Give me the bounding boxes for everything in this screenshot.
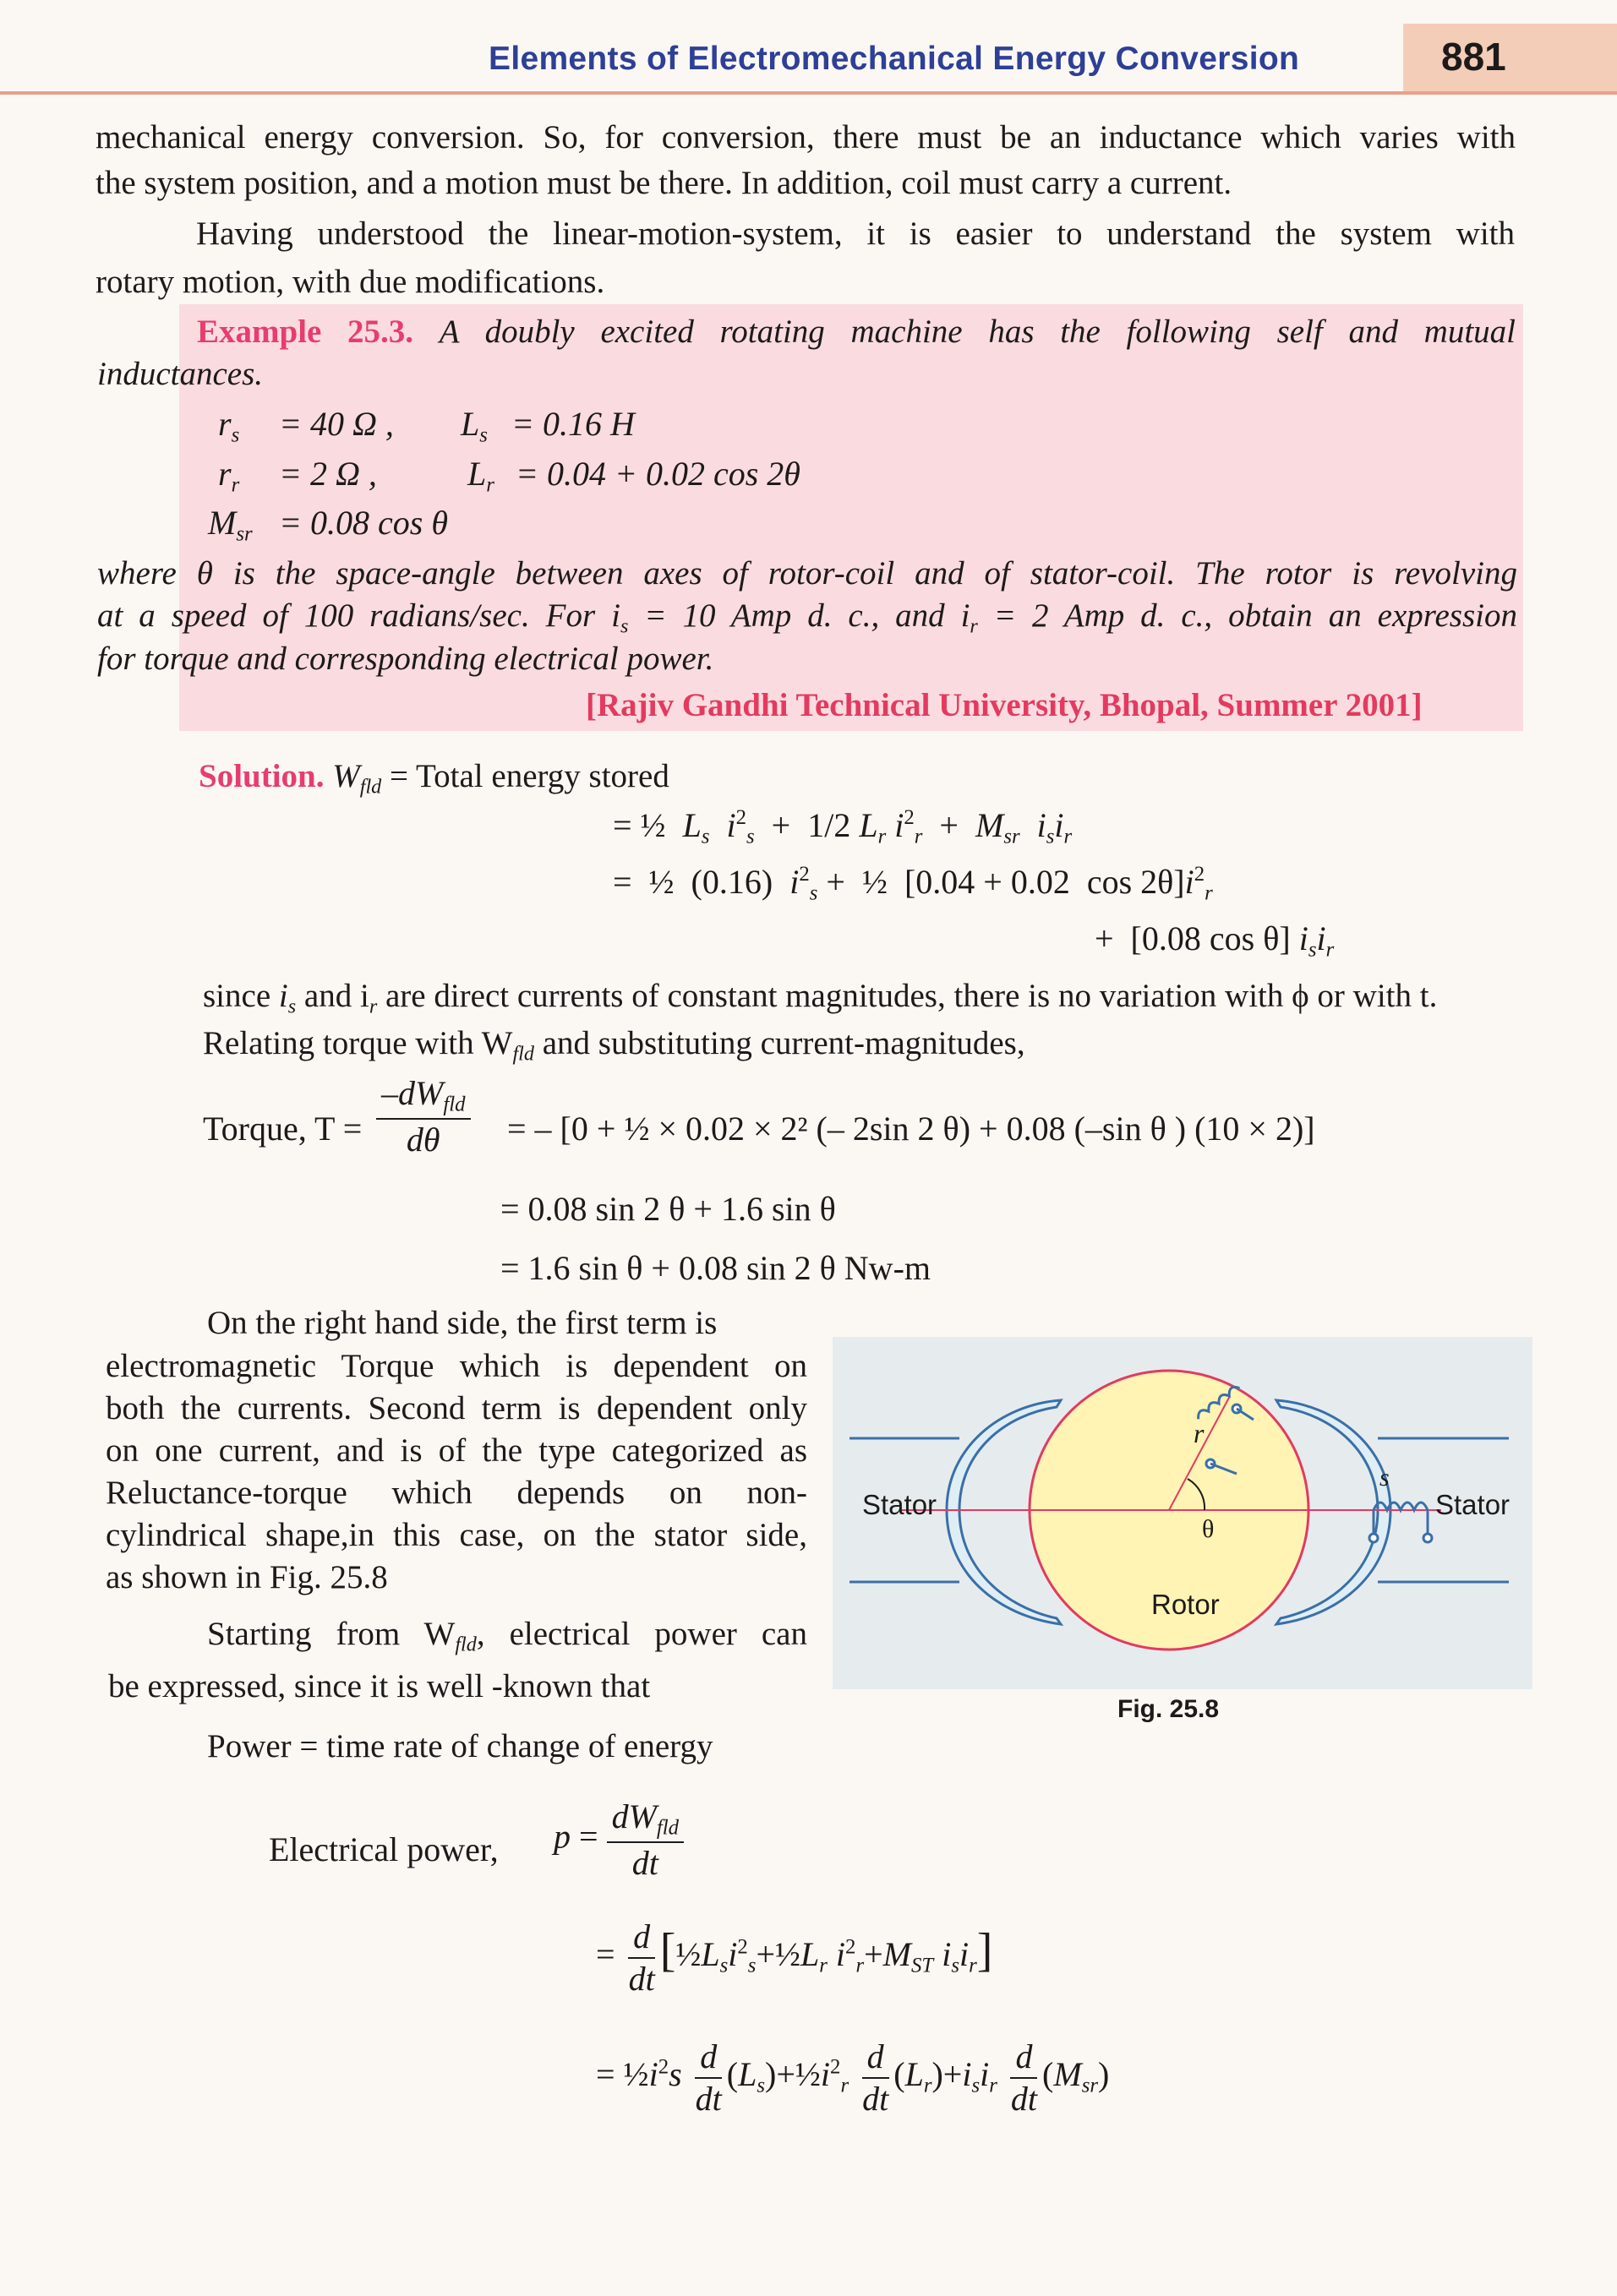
label-stator-left: Stator	[862, 1489, 937, 1520]
where-line-3: for torque and corresponding electrical power.	[97, 641, 714, 677]
since-line-2-a: Relating torque with W	[203, 1025, 513, 1061]
power-formula-3: = $\frac{1}{2}i^2s$ $\frac{d}{dt}$ $(L_s)+\frac{1}{2}i^2_r$ $\frac{d}{dt}$ $(L_r)+i_si_r$ $\frac{d}{dt}$ $(M_{sr})$	[596, 2037, 1110, 2118]
where-line-2: at a speed of 100 radians/sec. For $i_s = 10$ Amp d. c., and $i_r = 2$ Amp d. c., obtain an expression	[97, 597, 1517, 638]
intro-line-1: mechanical energy conversion. So, for conversion, there must be an inductance which varies with	[96, 119, 1516, 155]
machine-figure	[833, 1337, 1532, 1689]
page-number: 881	[1441, 35, 1506, 79]
torque-fraction: $\frac{-dW_{fld}}{d\theta}$	[376, 1075, 471, 1159]
intro-line-3: Having understood the linear-motion-system, it is easier to understand the system with	[196, 215, 1515, 252]
power-definition: Power = time rate of change of energy	[207, 1728, 713, 1764]
since-line-1-b: are direct currents of constant magnitudes, there is no variation with ϕ or with t.	[377, 978, 1438, 1014]
starting-line-1-a: Starting from W	[207, 1616, 456, 1652]
solution-line-1: Solution. $W_{fld}$ = Total energy stored	[199, 758, 669, 799]
torque-step-1: = – [0 + ½ × 0.02 × 2² (– 2sin 2 θ) + 0.08 (–sin θ ) (10 × 2)]	[507, 1110, 1315, 1148]
discussion-line-6: cylindrical shape,in this case, on the stator side,	[106, 1517, 807, 1553]
torque-label: Torque, T =	[203, 1110, 363, 1148]
figure-caption: Fig. 25.8	[1117, 1695, 1220, 1723]
torque-step-2: = 0.08 sin 2 θ + 1.6 sin θ	[500, 1190, 836, 1228]
since-line-1-a: and i	[303, 978, 369, 1014]
where-line-1: where θ is the space-angle between axes of rotor-coil and of stator-coil. The rotor is revolving	[97, 555, 1517, 592]
page-number-box	[1403, 24, 1617, 93]
rr-symbol: $r_r$	[218, 455, 240, 497]
discussion-line-7: as shown in Fig. 25.8	[106, 1559, 388, 1595]
running-header-title: Elements of Electromechanical Energy Conversion	[489, 41, 1300, 77]
solution-label: Solution.	[199, 758, 325, 794]
Msr-value: = 0.08 cos θ	[279, 504, 448, 542]
Ls-symbol: $L_s$	[461, 405, 488, 447]
label-rotor: Rotor	[1151, 1589, 1220, 1620]
energy-eq-3: + [0.08 cos θ] $i_si_r$	[1095, 919, 1335, 962]
example-statement	[197, 308, 1516, 357]
label-theta: θ	[1202, 1515, 1215, 1543]
rs-symbol: $r_s$	[218, 405, 240, 447]
where-line-2c: = 2 Amp d. c., obtain an expression	[977, 597, 1517, 634]
example-statement-line-1: A doubly excited rotating machine has the following self and mutual	[439, 314, 1516, 350]
Ls-value: = 0.16 H	[511, 405, 635, 443]
discussion-line-1: On the right hand side, the first term is	[207, 1305, 718, 1341]
label-r: r	[1194, 1418, 1205, 1448]
torque-step-3: = 1.6 sin θ + 0.08 sin 2 θ Nw-m	[500, 1249, 931, 1287]
rr-value: = 2 Ω ,	[279, 455, 377, 493]
discussion-line-2: electromagnetic Torque which is dependent on	[106, 1348, 807, 1384]
since-line-2: Relating torque with $W_{fld}$ and substituting current-magnitudes,	[203, 1025, 1025, 1066]
rs-value: = 40 Ω ,	[279, 405, 394, 443]
since-line-2-b: and substituting current-magnitudes,	[534, 1025, 1025, 1061]
power-formula-1: p = $\frac{dW_{fld}}{dt}$	[554, 1798, 684, 1882]
header-rule	[0, 91, 1617, 95]
example-statement-line-2: inductances.	[97, 356, 264, 392]
Lr-symbol: $L_r$	[467, 455, 494, 497]
label-stator-right: Stator	[1435, 1489, 1510, 1520]
where-line-2a: at a speed of 100 radians/sec. For i	[97, 597, 620, 634]
discussion-line-3: both the currents. Second term is dependent only	[106, 1390, 807, 1426]
where-line-2b: = 10 Amp d. c., and i	[628, 597, 970, 634]
discussion-line-5: Reluctance-torque which depends on non-	[106, 1475, 807, 1511]
energy-definition: = Total energy stored	[381, 758, 669, 794]
example-source: [Rajiv Gandhi Technical University, Bhopal, Summer 2001]	[586, 687, 1423, 723]
since-line-1: since $i_s$ and $i_r$ are direct currents of constant magnitudes, there is no variation with ϕ or with t.	[203, 978, 1438, 1018]
starting-line-2: be expressed, since it is well -known that	[108, 1668, 651, 1704]
electrical-power-label: Electrical power,	[269, 1830, 499, 1868]
power-formula-2: = $\frac{d}{dt}$ [$\frac{1}{2}L_si^2_s+\frac{1}{2}L_r$ $i^2_r+M_{ST}$ $i_si_r$]	[596, 1917, 993, 1998]
example-label: Example 25.3.	[197, 314, 414, 350]
Msr-symbol: $M_{sr}$	[208, 504, 253, 546]
starting-line-1: Starting from $W_{fld}$, electrical power can	[207, 1616, 807, 1656]
intro-line-2: the system position, and a motion must be there. In addition, coil must carry a current.	[96, 165, 1232, 201]
energy-eq-1: = ½ $L_s$ $i^2_s + 1/2$ $L_r$ $i^2_r + M_{sr}$ $i_si_r$	[613, 806, 1073, 848]
starting-line-1-b: , electrical power can	[476, 1616, 807, 1652]
Lr-value: = 0.04 + 0.02 cos 2θ	[516, 455, 800, 493]
discussion-line-4: on one current, and is of the type categorized as	[106, 1432, 807, 1469]
label-s: s	[1379, 1464, 1390, 1492]
energy-eq-2: = ½ (0.16) $i^2_s$ + ½ [0.04 + 0.02 $\cos 2\theta]i^2_r$	[613, 863, 1213, 905]
intro-line-4: rotary motion, with due modifications.	[96, 264, 605, 300]
